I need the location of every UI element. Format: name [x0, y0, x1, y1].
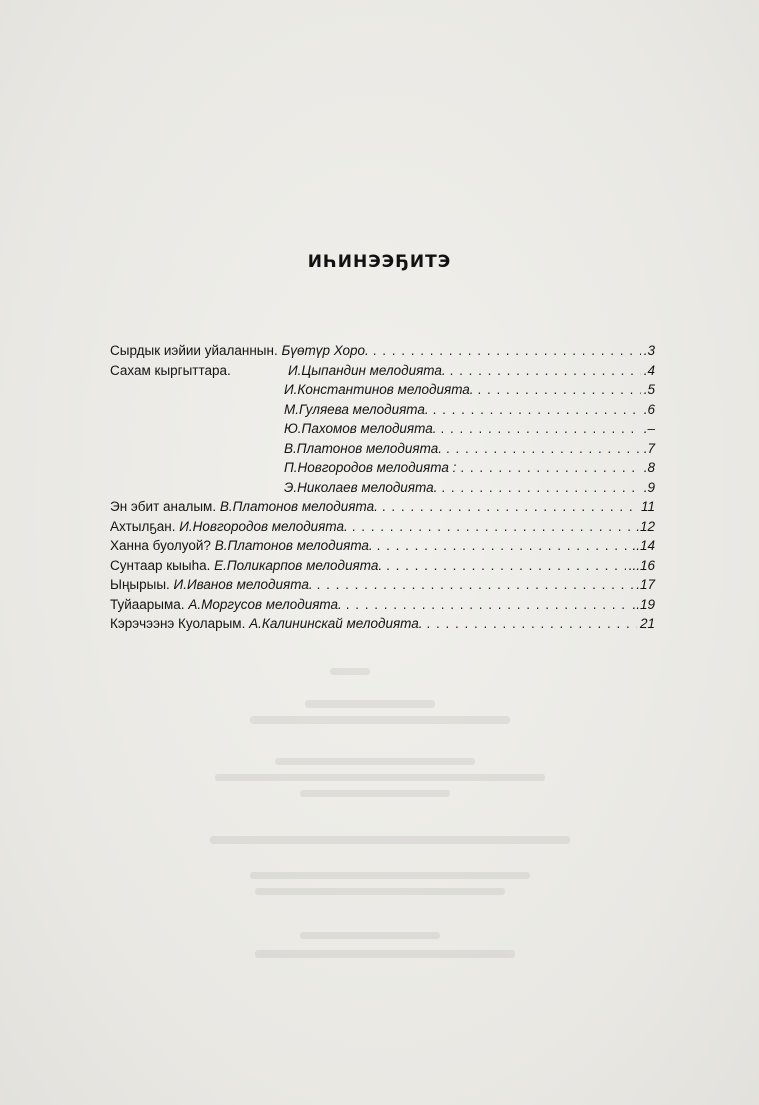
entry-title: Эн эбит аналым. — [110, 499, 217, 514]
toc-entry — [110, 441, 655, 461]
entry-title: Сахам кыргыттара. — [110, 362, 231, 378]
dot-leader — [441, 480, 640, 495]
entry-title: Кэрэчээнэ Куоларым. — [110, 616, 246, 631]
toc-entry — [110, 480, 655, 500]
toc-entry — [110, 343, 655, 363]
entry-title: Ханна буолуой? — [110, 538, 211, 553]
entry-author: Бүөтүр Хоро. — [281, 343, 369, 358]
dot-leader — [460, 460, 640, 475]
dot-leader — [382, 499, 638, 514]
toc-entry — [110, 538, 655, 558]
entry-author: Ю.Пахомов мелодията. — [284, 421, 437, 436]
toc-entry — [110, 421, 655, 441]
dot-leader — [317, 577, 634, 592]
page-number: .17 — [636, 577, 655, 592]
entry-title: Сырдык иэйии уйаланнын. — [110, 343, 278, 358]
toc-entry — [110, 499, 655, 519]
entry-author: В.Платонов мелодията. — [219, 499, 378, 514]
toc-entry — [110, 616, 655, 636]
dot-leader — [478, 382, 641, 397]
dot-leader — [386, 558, 626, 573]
entry-author: Е.Поликарпов мелодията. — [214, 557, 383, 573]
entry-title: Ыңырыы. — [110, 577, 170, 592]
entry-author: Э.Николаев мелодията. — [284, 479, 438, 495]
dot-leader — [346, 597, 630, 612]
page-number: .4 — [643, 362, 655, 378]
entry-title: Ахтылҕан. — [110, 518, 176, 534]
entry-author: П.Новгородов мелодията : — [284, 460, 457, 475]
toc-entry — [110, 597, 655, 617]
toc-entry — [110, 402, 655, 422]
page-number: .8 — [643, 460, 655, 475]
dot-leader — [446, 441, 641, 456]
page-number: ..19 — [632, 596, 655, 612]
toc-entry — [110, 382, 655, 402]
page-number: .9 — [643, 479, 655, 495]
entry-author: И.Новгородов мелодията. — [179, 518, 348, 534]
dot-leader — [377, 538, 630, 553]
page-number: .– — [643, 421, 655, 436]
toc-entry — [110, 558, 655, 578]
entry-author: А.Калининскай мелодията. — [249, 616, 423, 631]
page-number: .12 — [636, 518, 655, 534]
toc-entry — [110, 460, 655, 480]
entry-author: И.Иванов мелодията. — [173, 577, 313, 592]
page-number: .5 — [643, 382, 655, 397]
page-number: 11 — [640, 499, 655, 514]
page-number: .6 — [643, 401, 655, 417]
entry-author: И.Константинов мелодията. — [284, 382, 474, 397]
dot-leader — [373, 343, 641, 358]
dot-leader — [427, 616, 637, 631]
dot-leader — [450, 363, 641, 378]
entry-author: В.Платонов мелодията. — [284, 440, 442, 456]
table-of-contents — [110, 343, 655, 636]
dot-leader — [352, 519, 633, 534]
entry-title: Туйаарыма. — [110, 596, 185, 612]
page-number: .7 — [643, 440, 655, 456]
dot-leader — [433, 402, 641, 417]
entry-title: Сунтаар кыыһа. — [110, 557, 211, 573]
page-number: 21 — [639, 616, 655, 631]
entry-author: В.Платонов мелодията. — [214, 538, 373, 553]
entry-author: А.Моргусов мелодията. — [188, 596, 342, 612]
page-number: .3 — [643, 343, 655, 358]
toc-entry — [110, 519, 655, 539]
entry-author: И.Цыпандин мелодията. — [288, 362, 446, 378]
page-number: ..14 — [632, 538, 655, 553]
page-number: ...16 — [628, 557, 655, 573]
entry-author: М.Гуляева мелодията. — [284, 401, 429, 417]
contents-heading: ИҺИНЭЭҔИТЭ — [307, 252, 452, 272]
dot-leader — [440, 421, 640, 436]
toc-entry — [110, 363, 655, 383]
toc-entry — [110, 577, 655, 597]
